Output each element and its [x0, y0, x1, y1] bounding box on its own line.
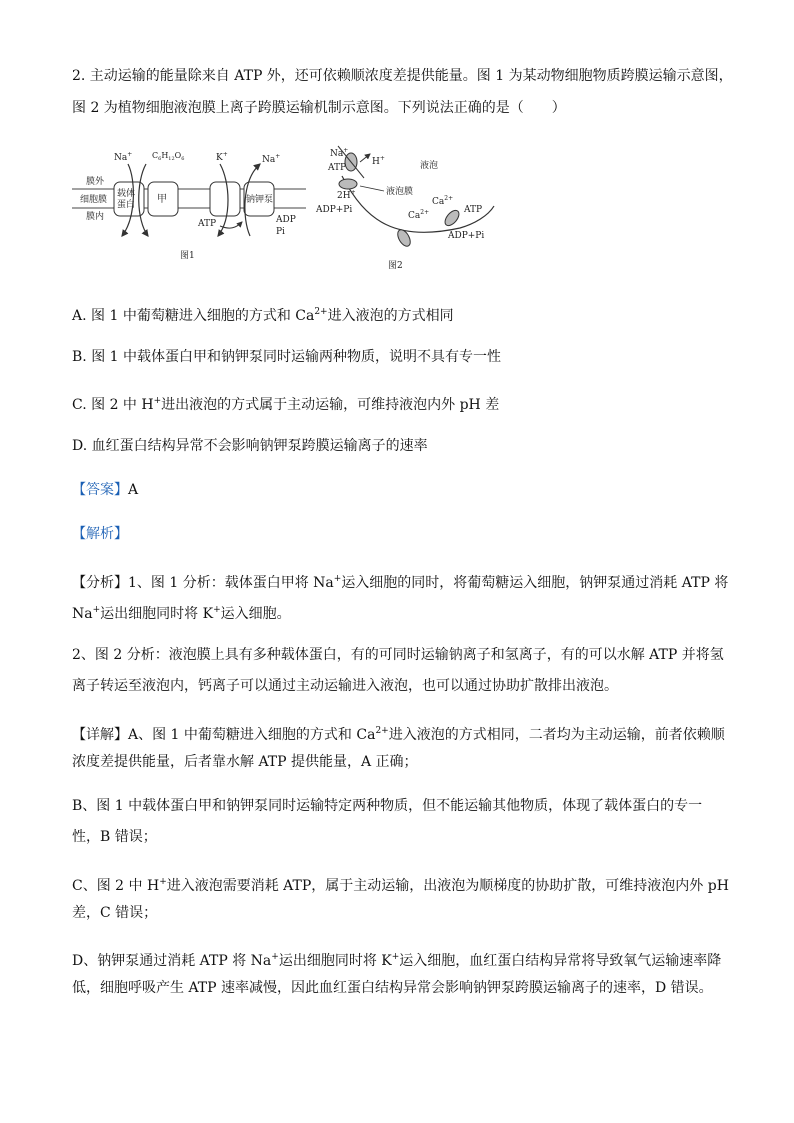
fig2-h-label: H+ [372, 155, 385, 167]
figure-1-caption: 图1 [180, 251, 195, 261]
fig2-adp-pi-left: ADP+Pi [316, 205, 353, 215]
question-stem-line-2: 图 2 为植物细胞液泡膜上离子跨膜运输机制示意图。下列说法正确的是（ ） [72, 100, 566, 116]
vacuole-label: 液泡 [420, 161, 439, 171]
detail-c-line-1: C、图 2 中 H+进入液泡需要消耗 ATP，属于主动运输，出液泡为顺梯度的协助扩散，可维持液泡内外 pH [72, 877, 729, 894]
detail-a-line-1: 【详解】A、图 1 中葡萄糖进入细胞的方式和 $Ca^{2+}$进入液泡的方式相同，二者均为主动运输，前者依赖顺 [72, 726, 725, 743]
carrier-jia-label: 甲 [157, 194, 167, 205]
answer-tag: 【答案】 [72, 482, 128, 498]
fig1-k-label: K+ [216, 151, 228, 163]
fig1-adp-label: ADP [276, 215, 296, 225]
option-a: A. 图 1 中葡萄糖进入细胞的方式和 $Ca^{2+}$进入液泡的方式相同 [72, 307, 454, 324]
detail-b-line-1: B、图 1 中载体蛋白甲和钠钾泵同时运输特定两种物质，但不能运输其他物质，体现了载体蛋白的专一 [72, 798, 703, 814]
question-stem-line-1: 2. 主动运输的能量除来自 ATP 外，还可依赖顺浓度差提供能量。图 1 为某动物细胞物质跨膜运输示意图， [72, 68, 733, 84]
h-atpase-pump [339, 179, 357, 189]
detail-c-line-2: 差，C 错误； [72, 905, 158, 921]
tonoplast-label: 液泡膜 [386, 187, 414, 197]
analysis-p2-line-1: 2、图 2 分析：液泡膜上具有多种载体蛋白，有的可同时运输钠离子和氢离子，有的可以水解 ATP 并将氢 [72, 647, 724, 663]
figure-2-caption: 图2 [388, 261, 403, 271]
fig2-ca-label-2: $Ca^{2+}$ [432, 195, 454, 207]
detail-d-line-1: D、钠钾泵通过消耗 ATP 将 Na+运出细胞同时将 K+运入细胞，血红蛋白结构异常将导致氧气运输速率降 [72, 952, 722, 969]
analysis-p1-line-1: 【分析】1、图 1 分析：载体蛋白甲将 Na+运入细胞的同时，将葡萄糖运入细胞，钠钾泵通过消耗 ATP 将 [72, 574, 729, 591]
fig2-2h-label: 2H+ [337, 189, 356, 201]
fig1-na-label-right: Na+ [262, 153, 281, 165]
answer-line [72, 480, 138, 500]
membrane-transport-figure [70, 140, 510, 274]
label-cell-membrane: 细胞膜 [80, 195, 108, 205]
detail-d-line-2: 低，细胞呼吸产生 ATP 速率减慢，因此血红蛋白结构异常会影响钠钾泵跨膜运输离子的速率，D 错误。 [72, 980, 713, 996]
detail-b-line-2: 性，B 错误； [72, 829, 157, 845]
analysis-p1-line-2: Na+运出细胞同时将 K+运入细胞。 [72, 605, 291, 622]
fig1-pi-label: Pi [276, 227, 285, 237]
fig2-na-label: Na+ [330, 147, 349, 159]
glucose-formula: $C_6H_{12}O_6$ [152, 151, 185, 162]
ca-channel [395, 228, 413, 249]
fig1-na-label-left: Na+ [114, 151, 133, 163]
fig2-ca-label-1: $Ca^{2+}$ [408, 209, 430, 221]
fig2-atp-left: ATP [328, 163, 347, 173]
label-outside: 膜外 [86, 177, 105, 187]
pump-label: 钠钾泵 [246, 195, 274, 205]
option-b: B. 图 1 中载体蛋白甲和钠钾泵同时运输两种物质，说明不具有专一性 [72, 349, 501, 365]
analysis-tag: 【解析】 [72, 526, 128, 542]
option-d: D. 血红蛋白结构异常不会影响钠钾泵跨膜运输离子的速率 [72, 438, 428, 454]
analysis-p2-line-2: 离子转运至液泡内，钙离子可以通过主动运输进入液泡，也可以通过协助扩散排出液泡。 [72, 678, 618, 694]
carrier-label-2: 蛋白 [117, 200, 136, 210]
atp-arrow [220, 222, 242, 228]
fig2-atp-right: ATP [464, 205, 483, 215]
ca-pump [442, 208, 461, 228]
detail-a-line-2: 浓度差提供能量，后者靠水解 ATP 提供能量，A 正确； [72, 754, 418, 770]
fig2-adp-pi-right: ADP+Pi [448, 231, 485, 241]
option-c: C. 图 2 中 H+进出液泡的方式属于主动运输，可维持液泡内外 pH 差 [72, 396, 500, 413]
figure-1 [72, 151, 306, 261]
figure-2 [315, 146, 494, 271]
fig1-atp-label: ATP [198, 219, 217, 229]
carrier-label-1: 载体 [117, 189, 136, 199]
label-inside: 膜内 [86, 212, 105, 222]
pump-left-lobe [210, 182, 240, 216]
answer-value: A [128, 482, 139, 498]
